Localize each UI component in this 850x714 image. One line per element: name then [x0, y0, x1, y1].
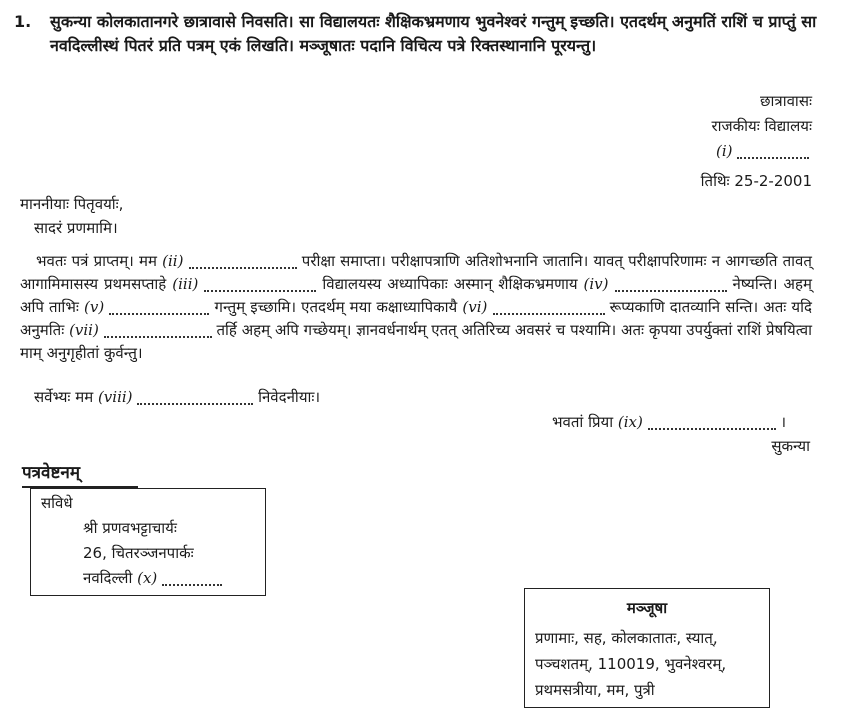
- envelope-name: श्री प्रणवभट्टाचार्यः: [83, 519, 177, 537]
- body-sentence-7: तर्हि अहम् अपि गच्छेयम्। ज्ञानवर्धनार्थम् एतत् अतिरिच्य अवसरं च पश्यामि। अतः कृपया उपर्युक्तां राशिं प्रेषयित्वा माम् अनुगृहीतां कुर्वन्तु।: [20, 321, 812, 362]
- fill-blank-ix[interactable]: [648, 416, 776, 430]
- envelope-street: 26, चितरञ्जनपार्कः: [83, 544, 194, 562]
- closing-post: ।: [780, 413, 787, 431]
- address-blank-row: [716, 140, 809, 162]
- regards-post: निवेदनीयाः।: [258, 388, 321, 406]
- fill-blank-viii[interactable]: [137, 391, 253, 405]
- fill-blank-x[interactable]: [162, 572, 222, 586]
- blank-label-iv: (iv): [583, 275, 609, 293]
- blank-label-iii: (iii): [172, 275, 199, 293]
- blank-label-i: (i): [716, 142, 733, 160]
- blank-label-viii: (viii): [97, 388, 133, 406]
- envelope-title: पत्रवेष्टनम्: [22, 463, 81, 483]
- fill-blank-iv[interactable]: [615, 278, 727, 292]
- body-sentence-1: भवतः पत्रं प्राप्तम्। मम: [36, 252, 157, 270]
- blank-label-v: (v): [84, 298, 105, 316]
- word-box-line-3: प्रथमसत्रीया, मम, पुत्री: [535, 681, 655, 699]
- fill-blank-vii[interactable]: [104, 324, 212, 338]
- closing-line: [552, 411, 786, 433]
- fill-blank-iii[interactable]: [204, 278, 316, 292]
- envelope-city-row: [83, 567, 222, 589]
- question-number: 1.: [14, 12, 32, 31]
- word-box-line-2: पञ्चशतम्, 110019, भुवनेश्वरम्,: [535, 655, 727, 673]
- word-box-line-1: प्रणामाः, सह, कोलकातातः, स्यात्,: [535, 629, 718, 647]
- letter-body: [20, 250, 812, 365]
- envelope-to: सविधे: [41, 494, 73, 512]
- blank-label-vi: (vi): [462, 298, 488, 316]
- closing-pre: भवतां प्रिया: [552, 413, 614, 431]
- blank-label-vii: (vii): [69, 321, 99, 339]
- regards-pre: सर्वेभ्यः मम: [34, 388, 94, 406]
- body-sentence-5: गन्तुम् इच्छामि। एतदर्थम् मया कक्षाध्यापिकायै: [214, 298, 458, 316]
- address-line-hostel: छात्रावासः: [760, 92, 812, 110]
- question-text: सुकन्या कोलकातानगरे छात्रावासे निवसति। सा विद्यालयतः शैक्षिकभ्रमणाय भुवनेश्वरं गन्तुम् इच्छति। एतदर्थम् अनुमतिं राशिं च प्राप्तुं सा नवदिल्लीस्थं पितरं प्रति पत्रम् एकं लिखति। मञ्जूषातः पदानि विचित्य पत्रे रिक्तस्थानानि पूरयन्तु।: [50, 12, 817, 55]
- word-box-title: मञ्जूषा: [626, 599, 668, 617]
- fill-blank-i[interactable]: [737, 145, 809, 159]
- blank-label-ix: (ix): [617, 413, 643, 431]
- fill-blank-v[interactable]: [109, 301, 209, 315]
- blank-label-x: (x): [137, 569, 158, 587]
- greeting: सादरं प्रणमामि।: [34, 219, 118, 237]
- body-sentence-3: विद्यालयस्य अध्यापिकाः अस्मान् शैक्षिकभ्रमणाय: [322, 275, 578, 293]
- blank-label-ii: (ii): [162, 252, 184, 270]
- envelope-city: नवदिल्ली: [83, 569, 133, 587]
- letter-date: तिथिः 25-2-2001: [700, 172, 812, 190]
- body-sentence-2: परीक्षा समाप्ता। परीक्षापत्राणि अतिशोभनानि जातानि। यावत् परीक्षापरिणामः न आगच्छति तावत् आगामिमासस्य प्रथमसप्ताहे: [20, 252, 812, 293]
- salutation: माननीयाः पितृवर्याः,: [20, 195, 124, 213]
- word-box: [524, 588, 770, 708]
- fill-blank-vi[interactable]: [493, 301, 605, 315]
- address-line-school: राजकीयः विद्यालयः: [711, 117, 812, 135]
- regards-line: [34, 386, 320, 408]
- fill-blank-ii[interactable]: [189, 255, 297, 269]
- envelope-box: [30, 488, 266, 596]
- body-sentence-6: रूप्यकाणि दातव्यानि सन्ति। अतः यदि अनुमतिः: [20, 298, 812, 339]
- body-sentence-4: नेष्यन्ति। अहम् अपि ताभिः: [20, 275, 812, 316]
- signature: सुकन्या: [771, 437, 810, 455]
